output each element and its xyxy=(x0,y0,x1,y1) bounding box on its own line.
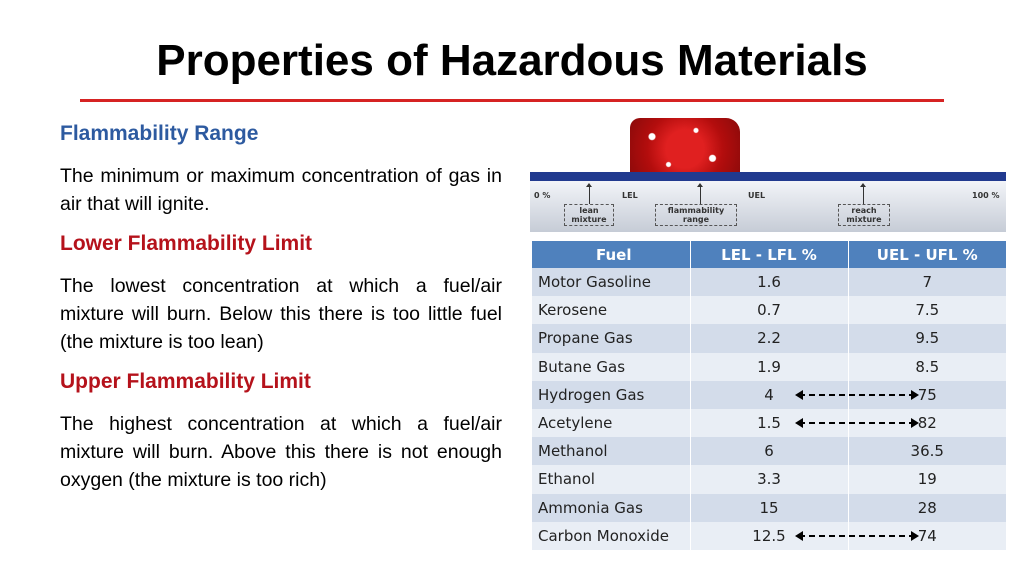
reach-mixture-label: reach mixture xyxy=(838,204,890,226)
lel-cell xyxy=(690,381,848,409)
lel-value: 1.6 xyxy=(757,273,781,292)
fuel-cell: Motor Gasoline xyxy=(532,268,690,296)
upper-limit-text: The highest concentration at which a fuel/air mixture will burn. Above this there is not enough oxygen (the mixture is too rich) xyxy=(60,413,502,491)
table-row xyxy=(532,465,1006,493)
lel-cell xyxy=(690,296,848,324)
upper-limit-heading: Upper Flammability Limit xyxy=(60,370,311,393)
wide-range-arrow-icon xyxy=(799,422,915,424)
lel-value: 2.2 xyxy=(757,329,781,348)
flammability-range-diagram xyxy=(530,118,1006,232)
table-row xyxy=(532,522,1006,550)
wide-range-arrow-icon xyxy=(799,394,915,396)
lel-value: 12.5 xyxy=(752,526,786,545)
title-divider xyxy=(80,99,944,102)
uel-cell: 36.5 xyxy=(848,437,1006,465)
fuel-cell: Propane Gas xyxy=(532,324,690,352)
lean-mixture-label: lean mixture xyxy=(564,204,614,226)
lel-cell xyxy=(690,268,848,296)
lel-value: 1.5 xyxy=(757,414,781,433)
uel-cell: 74 xyxy=(848,522,1006,550)
lel-value: 15 xyxy=(759,498,779,517)
uel-column-header: UEL - UFL % xyxy=(848,241,1006,268)
lel-value: 6 xyxy=(764,442,774,461)
lean-arrow-icon xyxy=(589,186,590,204)
uel-cell: 9.5 xyxy=(848,324,1006,352)
flammability-range-text: The minimum or maximum concentration of gas in air that will ignite. xyxy=(60,165,502,215)
lower-limit-heading: Lower Flammability Limit xyxy=(60,232,313,255)
lel-cell xyxy=(690,522,848,550)
flammability-arrow-icon xyxy=(700,186,701,204)
flammability-range-label: flammability range xyxy=(655,204,737,226)
uel-cell: 8.5 xyxy=(848,353,1006,381)
table-row xyxy=(532,409,1006,437)
table-row xyxy=(532,353,1006,381)
fuel-cell: Butane Gas xyxy=(532,353,690,381)
lel-value: 0.7 xyxy=(757,301,781,320)
lel-cell xyxy=(690,437,848,465)
fuel-cell: Acetylene xyxy=(532,409,690,437)
flame-icon xyxy=(630,118,740,180)
uel-cell: 82 xyxy=(848,409,1006,437)
fuel-cell: Hydrogen Gas xyxy=(532,381,690,409)
uel-cell: 7 xyxy=(848,268,1006,296)
fuel-cell: Ethanol xyxy=(532,465,690,493)
lel-label: LEL xyxy=(622,191,638,200)
uel-cell: 7.5 xyxy=(848,296,1006,324)
lel-cell xyxy=(690,409,848,437)
table-row xyxy=(532,296,1006,324)
zero-percent-label: 0 % xyxy=(534,191,551,200)
range-bar xyxy=(530,172,1006,181)
reach-arrow-icon xyxy=(863,186,864,204)
lel-column-header: LEL - LFL % xyxy=(690,241,848,268)
lel-cell xyxy=(690,494,848,522)
uel-cell: 19 xyxy=(848,465,1006,493)
lel-cell xyxy=(690,324,848,352)
uel-cell: 28 xyxy=(848,494,1006,522)
fuel-cell: Ammonia Gas xyxy=(532,494,690,522)
hundred-percent-label: 100 % xyxy=(972,191,1000,200)
definitions-panel xyxy=(60,122,502,508)
slide-title: Properties of Hazardous Materials xyxy=(156,36,868,85)
table-header-row xyxy=(532,241,1006,268)
lel-cell xyxy=(690,465,848,493)
fuel-cell: Methanol xyxy=(532,437,690,465)
wide-range-arrow-icon xyxy=(799,535,915,537)
lel-value: 3.3 xyxy=(757,470,781,489)
lel-cell xyxy=(690,353,848,381)
table-row xyxy=(532,381,1006,409)
fuel-column-header: Fuel xyxy=(532,241,690,268)
table-row xyxy=(532,437,1006,465)
table-row xyxy=(532,494,1006,522)
table-row xyxy=(532,268,1006,296)
fuel-cell: Carbon Monoxide xyxy=(532,522,690,550)
lel-value: 4 xyxy=(764,385,774,404)
lower-limit-text: The lowest concentration at which a fuel/air mixture will burn. Below this there is too little fuel (the mixture is too lean) xyxy=(60,275,502,353)
uel-label: UEL xyxy=(748,191,766,200)
lel-value: 1.9 xyxy=(757,357,781,376)
table-row xyxy=(532,324,1006,352)
fuel-cell: Kerosene xyxy=(532,296,690,324)
uel-cell: 75 xyxy=(848,381,1006,409)
flammability-limits-table xyxy=(532,241,1006,550)
flammability-range-heading: Flammability Range xyxy=(60,122,259,145)
